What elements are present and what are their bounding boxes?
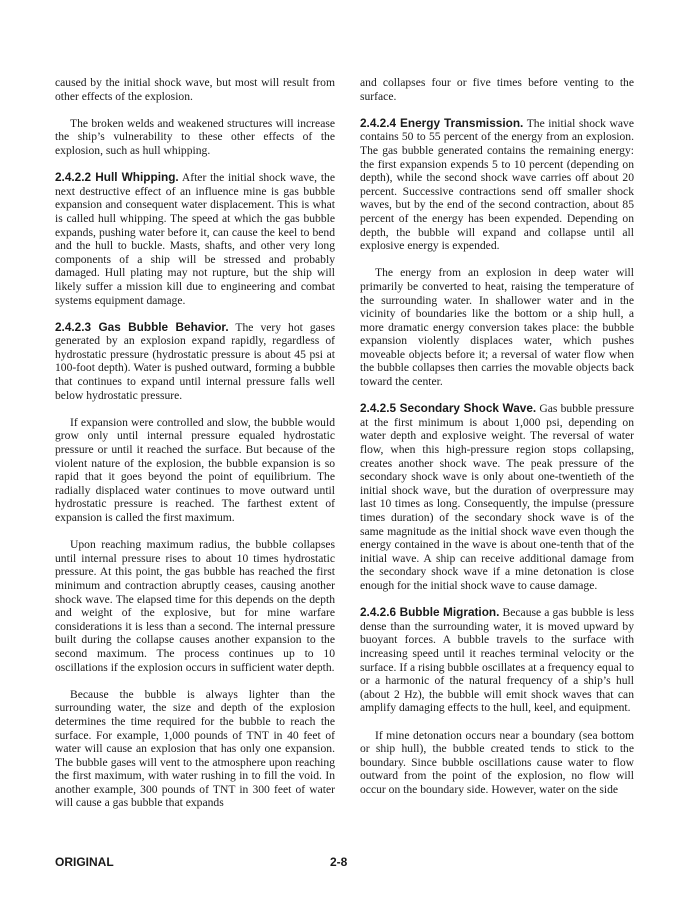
section-2-4-2-5: [360, 402, 634, 592]
paragraph: Because the bubble is always lighter than the surrounding water, the size and depth of the explosion determines the time required for the bubble to reach the surface. For example, 1,000 pounds of TNT in 40 feet of water will cause an explosion that has only one expansion. The bubble gases will vent to the atmosphere upon reaching the first maximum, with water rushing in to fill the void. In another example, 300 pounds of TNT in 300 feet of water will cause a gas bubble that expands: [55, 687, 335, 810]
section-text: After the initial shock wave, the next destructive effect of an influence mine is gas bubble expansion and consequent water displacement. This is what is called hull whipping. The speed at which the gas bubble expands, pushing water before it, can cause the keel to bend and the hull to buckle. Masts, shafts, and other very long components of a ship will be stressed and probably damaged. Hull plating may not rupture, but the ship will likely suffer a mission kill due to engineering and combat systems equipment damage.: [55, 171, 335, 307]
section-2-4-2-6: [360, 606, 634, 715]
footer-original-label: ORIGINAL: [55, 855, 114, 869]
section-heading: 2.4.2.4 Energy Transmission.: [360, 115, 524, 130]
paragraph: Upon reaching maximum radius, the bubble collapses until internal pressure rises to about 10 times hydrostatic pressure. At this point, the gas bubble has reached the first minimum and contraction abruptly ceases, causing another shock wave. The elapsed time for this depends on the depth and weight of the explosive, but for mine warfare considerations it is less than a second. The internal pressure built during the collapse causes another expansion to the second maximum. The process continues up to 10 oscillations if the explosion occurs in sufficient water depth.: [55, 538, 335, 674]
section-text: The very hot gases generated by an explosion expand rapidly, regardless of hydrostatic pressure (hydrostatic pressure is about 45 psi at 100-foot depth). Water is pushed outward, forming a bubble that continues to expand until internal pressure falls well below hydrostatic pressure.: [55, 320, 335, 402]
section-2-4-2-4: [360, 117, 634, 253]
paragraph: If expansion were controlled and slow, the bubble would grow only until internal pressure equaled hydrostatic pressure or until it reached the surface. But because of the violent nature of the explosion, the bubble expansion is so rapid that it goes beyond the point of equilibrium. The radially displaced water continues to move outward until hydrostatic pressure is reached. The farthest extent of expansion is called the first maximum.: [55, 415, 335, 524]
section-2-4-2-2: [55, 171, 335, 307]
section-heading: 2.4.2.2 Hull Whipping.: [55, 170, 179, 185]
left-column: [55, 76, 335, 824]
section-heading: 2.4.2.5 Secondary Shock Wave.: [360, 401, 537, 416]
right-column: [360, 76, 634, 810]
paragraph: and collapses four or five times before venting to the surface.: [360, 76, 634, 103]
page-number: 2-8: [330, 855, 348, 869]
section-text: The initial shock wave contains 50 to 55 percent of the energy from an explosion. The gas bubble generated contains the remaining energy: the first expansion expends 5 to 10 percent (depending on depth), while the second shock wave carries off about 20 percent. Successive contractions send off smaller shock waves, but by the end of the second contraction, about 85 percent of the energy has been expended. Depending on depth, the bubble will expand and collapse until all explosive energy is expended.: [360, 116, 634, 253]
section-heading: 2.4.2.3 Gas Bubble Behavior.: [55, 319, 229, 334]
paragraph: If mine detonation occurs near a boundary (sea bottom or ship hull), the bubble created tends to stick to the boundary. Since bubble oscillations cause water to flow outward from the point of the explosion, no flow will occur on the boundary side. However, water on the side: [360, 728, 634, 796]
section-text: Because a gas bubble is less dense than the surrounding water, it is moved upward by buoyant forces. A bubble travels to the surface with increasing speed until it reaches terminal velocity or the surface. If a rising bubble oscillates at a frequency equal to or a harmonic of the natural frequency of a ship’s hull (about 2 Hz), the bubble will emit shock waves that can amplify damaging effects to the hull, keel, and equipment.: [360, 606, 635, 715]
paragraph: The broken welds and weakened structures will increase the ship’s vulnerability to these other effects of the explosion, such as hull whipping.: [55, 116, 335, 157]
paragraph: The energy from an explosion in deep water will primarily be converted to heat, raising the temperature of the surrounding water. In shallower water and in the vicinity of boundaries like the bottom or a ship hull, a more dramatic energy conversion takes place: the bubble expansion violently displaces water, which pushes moveable objects before it; a reversal of water flow when the bubble collapses then carries the movable objects back toward the center.: [360, 266, 634, 389]
section-2-4-2-3: [55, 321, 335, 403]
section-heading: 2.4.2.6 Bubble Migration.: [360, 605, 500, 620]
paragraph: caused by the initial shock wave, but most will result from other effects of the explosion.: [55, 76, 335, 103]
section-text: Gas bubble pressure at the first minimum is about 1,000 psi, depending on water depth and explosive weight. The reversal of water flow, when this high-pressure region stops collapsing, creates another shock wave. The peak pressure of the secondary shock wave is only about one-twentieth of the initial shock wave, but the duration of overpressure may last 10 times as long. Consequently, the impulse (pressure times duration) of the secondary shock wave is of the same magnitude as the initial shock wave even though the energy contained in the wave is about one-tenth that of the initial wave. A ship can receive additional damage from the secondary shock wave if a mine detonation is close enough for the initial shock wave to cause damage.: [360, 402, 634, 592]
